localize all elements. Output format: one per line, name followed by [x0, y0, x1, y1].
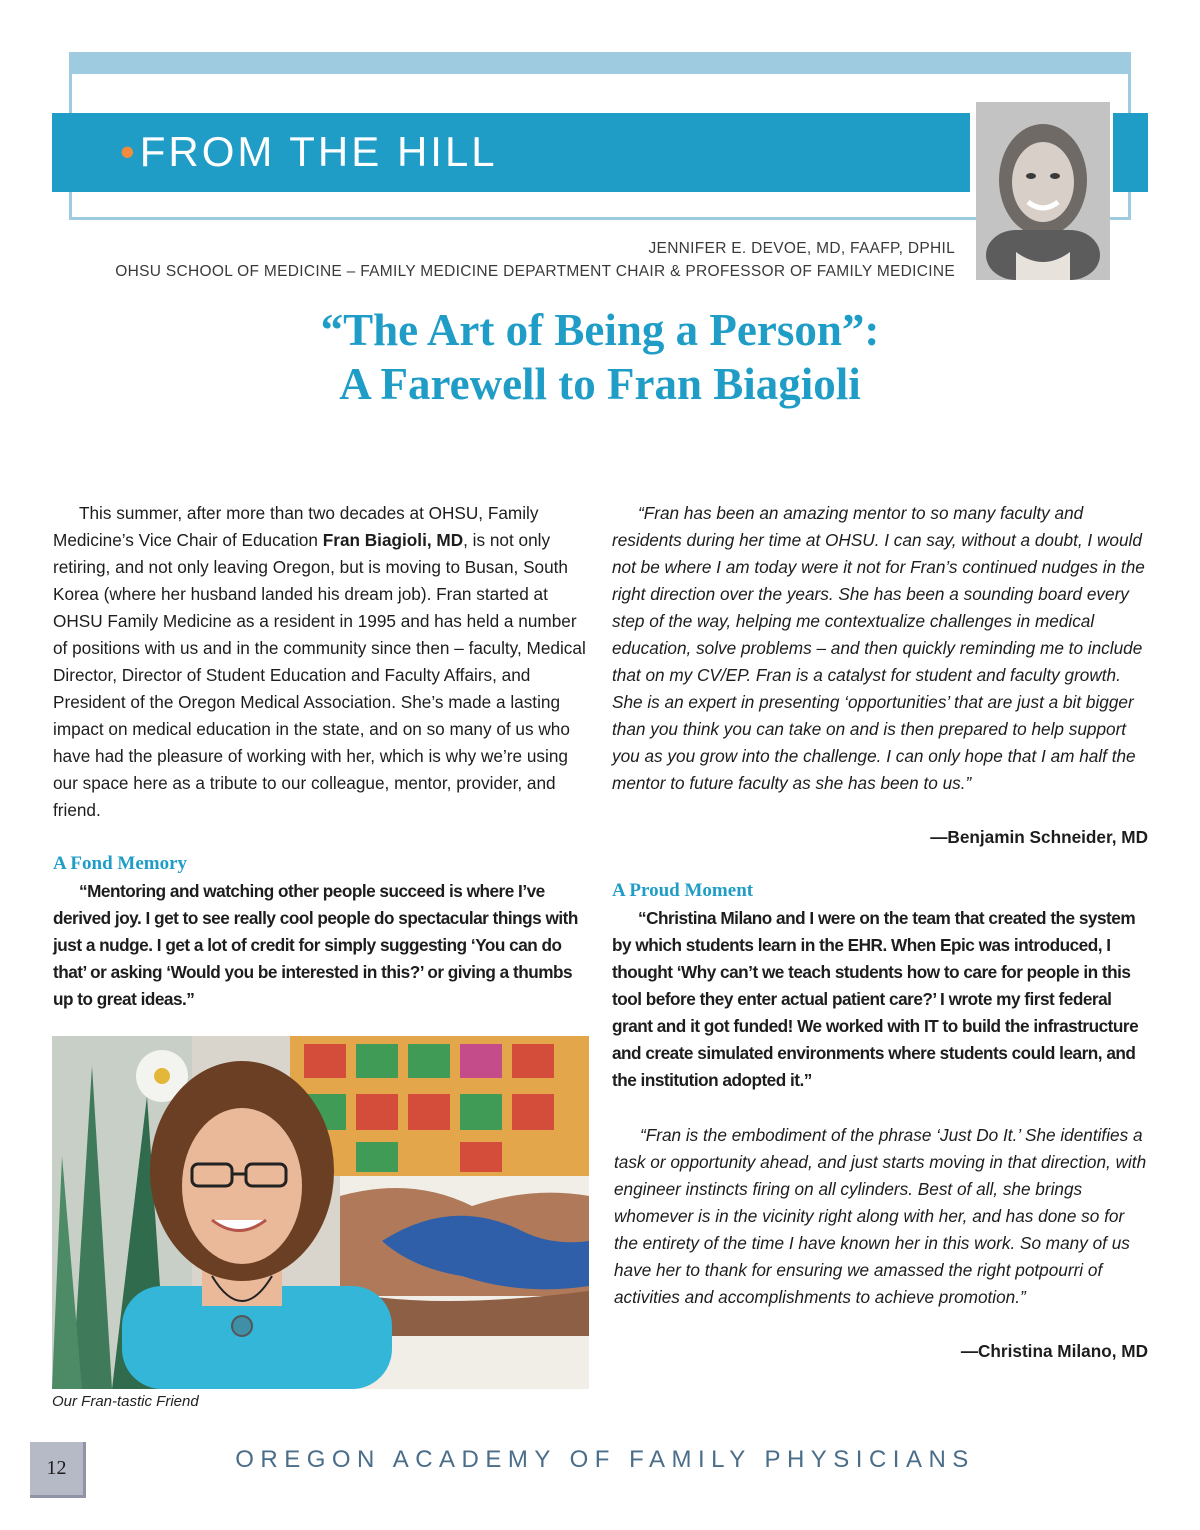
byline — [115, 237, 955, 283]
intro-paragraph — [53, 500, 591, 824]
section-title-text: FROM THE HILL — [139, 128, 498, 175]
attribution-milano: —Christina Milano, MD — [960, 1341, 1148, 1361]
attribution-schneider: —Benjamin Schneider, MD — [930, 827, 1148, 847]
publication-footer: OREGON ACADEMY OF FAMILY PHYSICIANS — [235, 1446, 975, 1473]
author-photo — [976, 102, 1110, 280]
page-number: 12 — [30, 1442, 86, 1498]
header-band-right — [1113, 113, 1148, 192]
photo-caption: Our Fran-tastic Friend — [52, 1393, 199, 1410]
quote-schneider-block — [612, 500, 1152, 797]
headline-line-1: “The Art of Being a Person”: — [320, 305, 880, 355]
intro-text-2: , is not only retiring, and not only leaving Oregon, but is moving to Busan, South Korea (where her husband landed his dream job). Fran started at OHSU Family Medicine as a resident in 1995 and has held a number of positions with us and in the community since then – faculty, Medical Director, Director of Student Education and Faculty Affairs, and President of the Oregon Medical Association. She’s made a lasting impact on medical education in the state, and on so many of us who have had the pleasure of working with her, which is why we’re using our space here as a tribute to our colleague, mentor, provider, and friend. — [53, 530, 586, 820]
proud-moment-quote: “Christina Milano and I were on the team that created the system by which students learn in the EHR. When Epic was introduced, I thought ‘Why can’t we teach students how to care for people in this tool before they enter actual patient care?’ I wrote my first federal grant and it got funded! We worked with IT to build the infrastructure and create simulated environments where students could learn, and the institution adopted it.” — [612, 908, 1139, 1090]
article-headline — [0, 303, 1200, 411]
bullet-icon: • — [120, 128, 138, 175]
proud-moment-quote-block — [612, 905, 1152, 1094]
section-title — [120, 124, 498, 180]
left-column — [53, 500, 591, 824]
subhead-proud-moment: A Proud Moment — [612, 880, 754, 901]
intro-text-1: This summer, after more than two decades at OHSU, Family Medicine’s Vice Chair of Education — [53, 503, 539, 550]
headline-line-2: A Farewell to Fran Biagioli — [339, 359, 861, 409]
fran-photo — [52, 1036, 589, 1389]
author-name: JENNIFER E. DEVOE, MD, FAAFP, DPHIL — [648, 240, 955, 257]
quote-milano-block — [614, 1122, 1150, 1311]
author-title: OHSU SCHOOL OF MEDICINE – FAMILY MEDICINE DEPARTMENT CHAIR & PROFESSOR OF FAMILY MEDICINE — [115, 263, 955, 280]
quote-milano: “Fran is the embodiment of the phrase ‘Just Do It.’ She identifies a task or opportunity ahead, and just starts moving in that direction, with engineer instincts firing on all cylinders. Best of all, she brings whomever is in the vicinity right along with her, and has done so for the entirety of the time I have known her in this work. So many of us have her to thank for ensuring we amassed the right potpourri of activities and accomplishments to achieve promotion.” — [614, 1125, 1147, 1307]
subhead-fond-memory: A Fond Memory — [53, 853, 188, 874]
fond-memory-quote: “Mentoring and watching other people succeed is where I’ve derived joy. I get to see really cool people do spectacular things with just a nudge. I get a lot of credit for simply suggesting ‘You can do that’ or asking ‘Would you be interested in this?’ or giving a thumbs up to great ideas.” — [53, 881, 578, 1009]
intro-name-bold: Fran Biagioli, MD — [322, 530, 464, 550]
quote-schneider: “Fran has been an amazing mentor to so many faculty and residents during her time at OHSU. I can say, without a doubt, I would not be where I am today were it not for Fran’s continued nudges in the right direction over the years. She has been a sounding board every step of the way, helping me contextualize challenges in medical education, solve problems – and then quickly reminding me to include that on my CV/EP. Fran is a catalyst for student and faculty growth. She is an expert in presenting ‘opportunities’ that are just a bit bigger than you think you can take on and is then prepared to help support you as you grow into the challenge. I can only hope that I am half the mentor to future faculty as she has been to us.” — [612, 503, 1145, 793]
fond-memory-quote-block — [53, 878, 591, 1013]
